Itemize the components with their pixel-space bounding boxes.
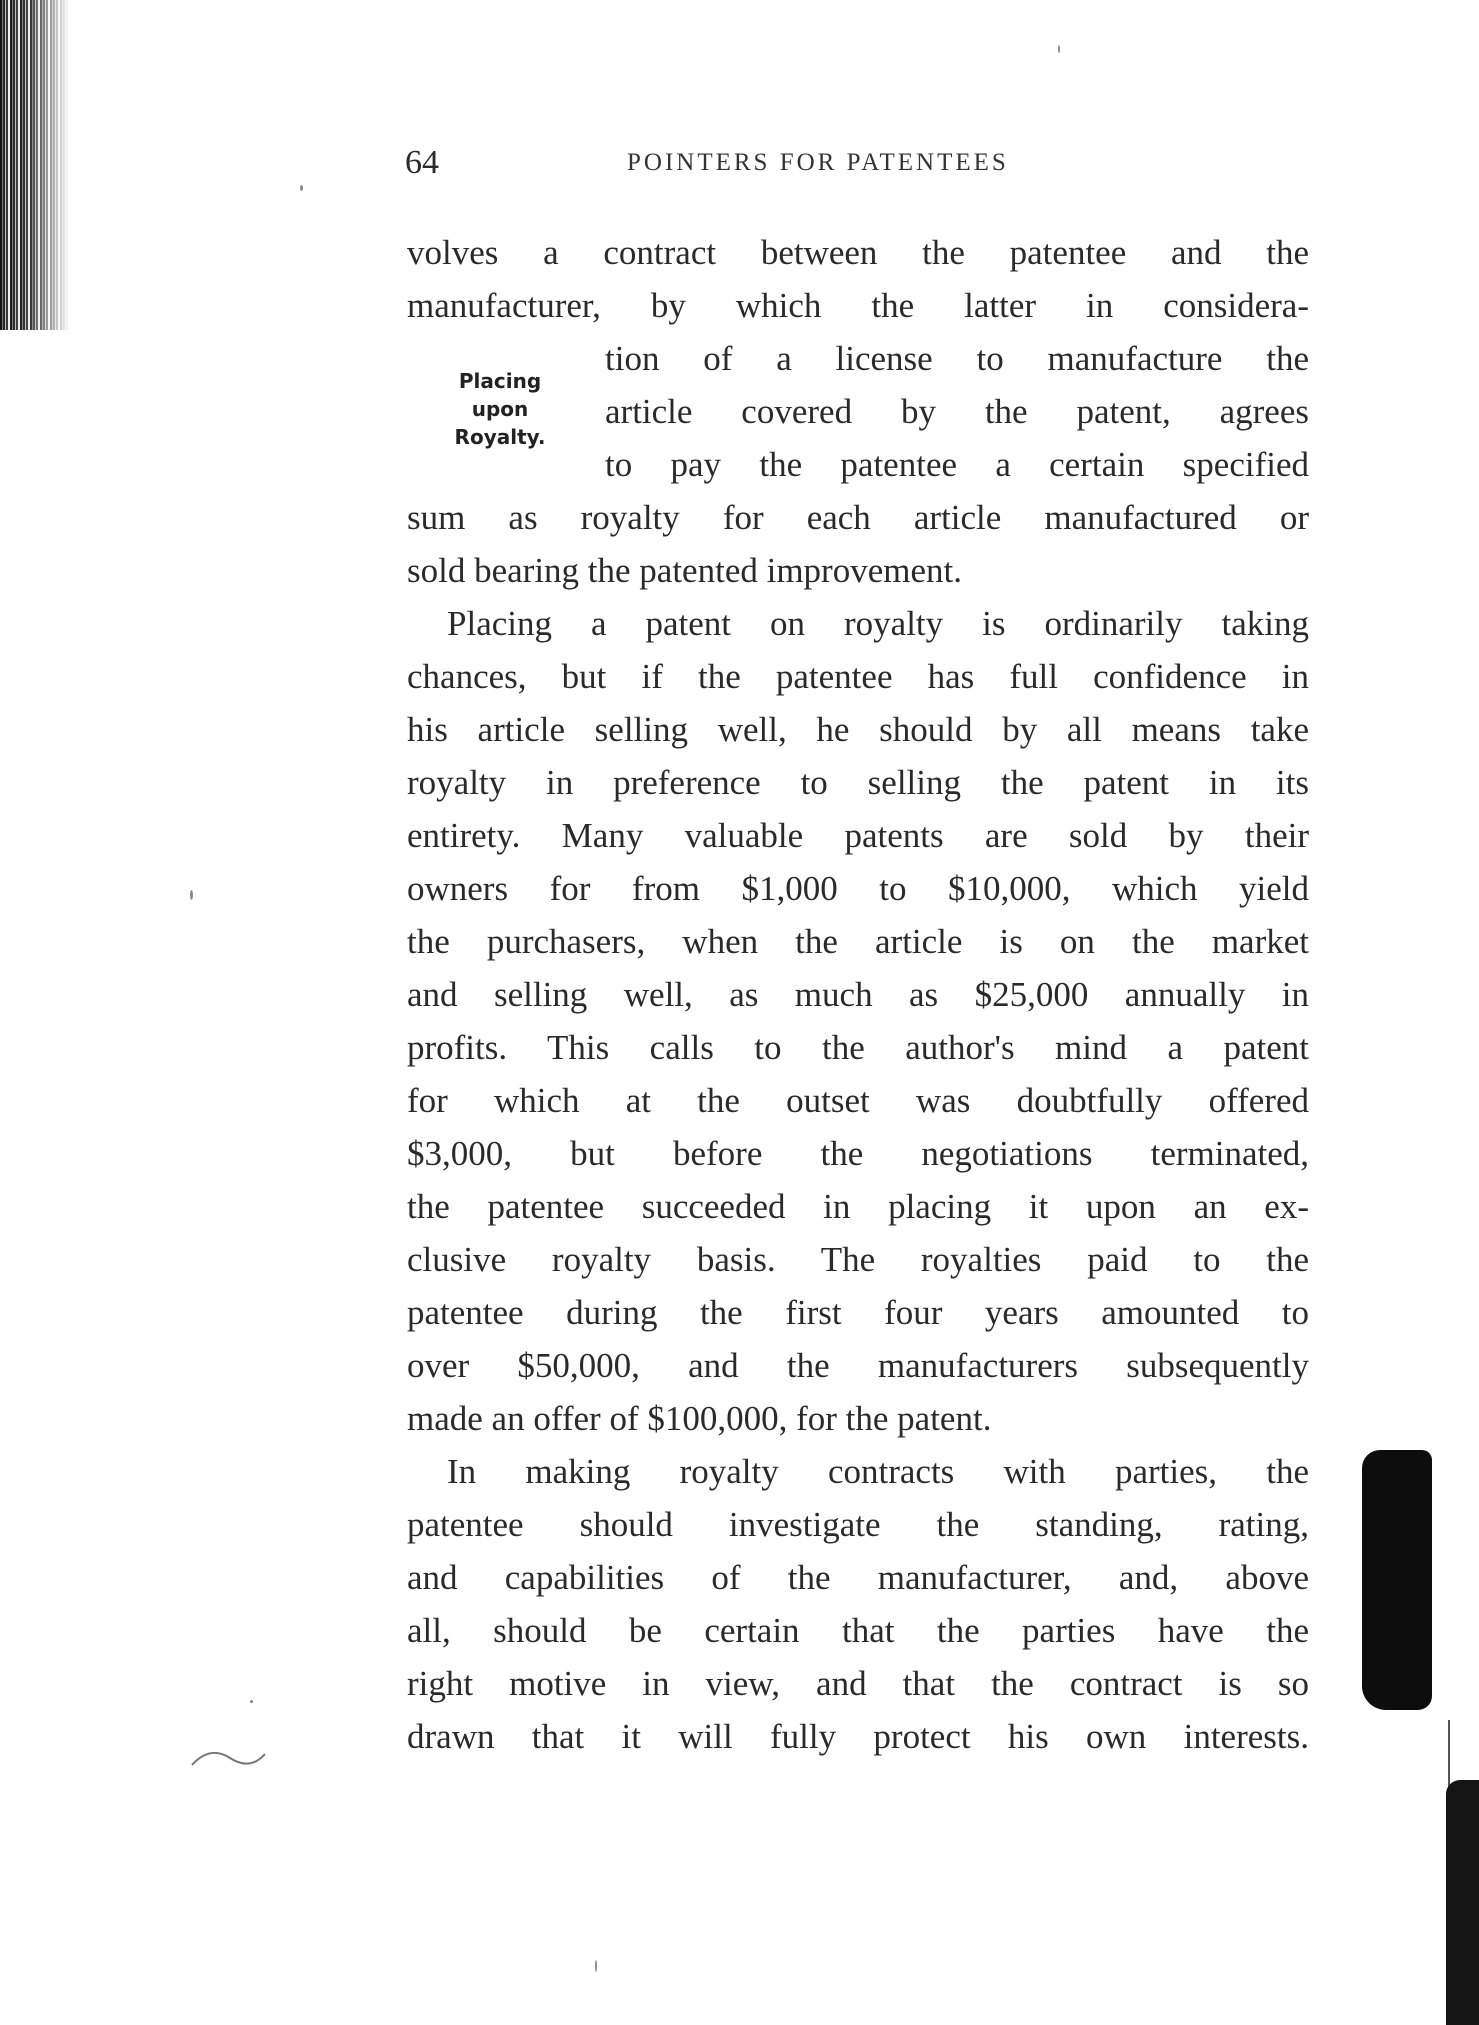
scan-corner-shadow [1446,1780,1479,2025]
text-line: royalty in preference to selling the patent in its [407,763,1309,802]
margin-note-line: Royalty. [454,425,546,449]
text-line: patentee during the first four years amounted to [407,1293,1309,1332]
scan-speck [1058,45,1060,53]
page-number: 64 [405,144,439,181]
text-line: the patentee succeeded in placing it upon an ex- [407,1187,1309,1226]
text-line: for which at the outset was doubtfully offered [407,1081,1309,1120]
margin-note-line: Placing [458,369,542,393]
scan-stroke [190,1740,270,1770]
text-line: sum as royalty for each article manufactured or [407,498,1309,537]
text-line: sold bearing the patented improvement. [407,551,962,590]
text-line: $3,000, but before the negotiations terminated, [407,1134,1309,1173]
paragraph-first-line: In making royalty contracts with parties, the [447,1452,1309,1491]
text-line: right motive in view, and that the contract is so [407,1664,1309,1703]
text-line: and capabilities of the manufacturer, and, above [407,1558,1309,1597]
text-line: manufacturer, by which the latter in considera- [407,286,1309,325]
margin-note-line: upon [471,397,529,421]
text-line: entirety. Many valuable patents are sold by their [407,816,1309,855]
scan-speck [300,185,303,191]
paragraph-first-line: Placing a patent on royalty is ordinarily taking [447,604,1309,643]
text-line: owners for from $1,000 to $10,000, which yield [407,869,1309,908]
text-line: his article selling well, he should by all means take [407,710,1309,749]
running-title: POINTERS FOR PATENTEES [627,149,1009,176]
running-head [405,143,1310,183]
text-line: volves a contract between the patentee and the [407,233,1309,272]
text-line: tion of a license to manufacture the [605,339,1309,378]
scan-speck [595,1960,597,1972]
text-line: to pay the patentee a certain specified [605,445,1309,484]
text-line: drawn that it will fully protect his own interests. [407,1717,1309,1756]
text-line: and selling well, as much as $25,000 annually in [407,975,1309,1014]
text-line: patentee should investigate the standing, rating, [407,1505,1309,1544]
text-line: the purchasers, when the article is on the market [407,922,1309,961]
text-line: article covered by the patent, agrees [605,392,1309,431]
text-line: profits. This calls to the author's mind a patent [407,1028,1309,1067]
text-line: made an offer of $100,000, for the patent. [407,1399,992,1438]
scan-binding-edge [0,0,70,330]
scan-ink-blot [1362,1450,1432,1710]
text-line: chances, but if the patentee has full confidence in [407,657,1309,696]
scan-speck [250,1700,253,1703]
text-line: clusive royalty basis. The royalties paid to the [407,1240,1309,1279]
margin-note [430,367,570,451]
text-line: all, should be certain that the parties have the [407,1611,1309,1650]
scan-speck [190,890,193,900]
text-line: over $50,000, and the manufacturers subsequently [407,1346,1309,1385]
